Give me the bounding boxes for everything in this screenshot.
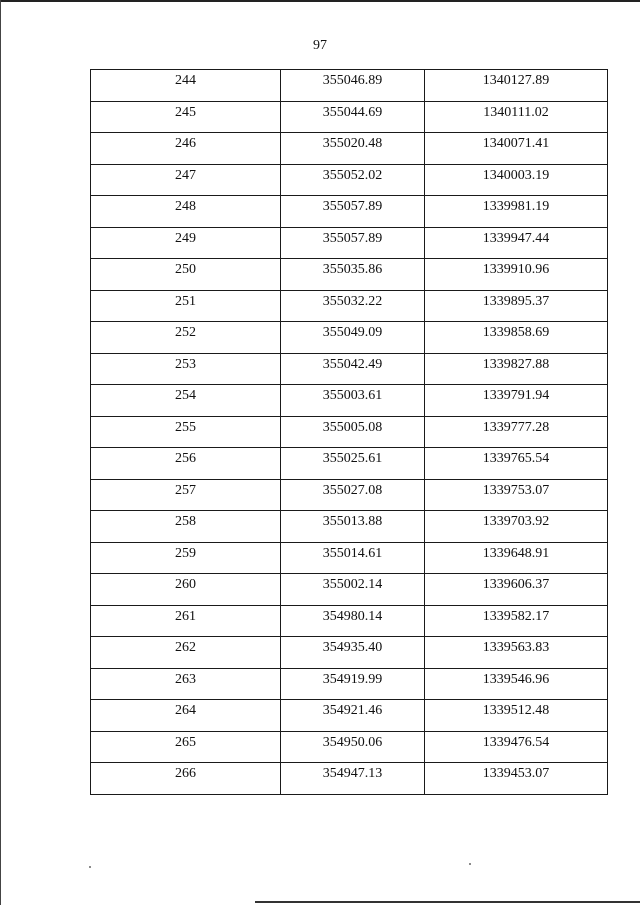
cell-text: 1339947.44 [482, 230, 550, 246]
y-coordinate-cell [425, 322, 608, 354]
point-number-cell [91, 542, 281, 574]
y-coordinate-cell [425, 511, 608, 543]
cell-text: 1339512.48 [482, 703, 550, 719]
point-number-cell [91, 290, 281, 322]
cell-text: 245 [175, 104, 196, 120]
cell-text: 354921.46 [322, 703, 383, 719]
cell-text: 355005.08 [322, 419, 383, 435]
cell-text: 1339827.88 [482, 356, 550, 372]
cell-text: 1339791.94 [482, 388, 550, 404]
y-coordinate-cell [425, 164, 608, 196]
cell-text: 355013.88 [322, 514, 383, 530]
page-top-edge [0, 0, 640, 2]
x-coordinate-cell [281, 605, 425, 637]
y-coordinate-cell [425, 259, 608, 291]
x-coordinate-cell [281, 133, 425, 165]
cell-text: 355027.08 [322, 482, 383, 498]
cell-text: 259 [175, 545, 196, 561]
cell-text: 355042.49 [322, 356, 383, 372]
cell-text: 1339648.91 [482, 545, 550, 561]
point-number-cell [91, 164, 281, 196]
table-row [91, 259, 608, 291]
x-coordinate-cell [281, 101, 425, 133]
cell-text: 354935.40 [322, 640, 383, 656]
table-row [91, 479, 608, 511]
cell-text: 1339858.69 [482, 325, 550, 341]
y-coordinate-cell [425, 385, 608, 417]
cell-text: 254 [175, 388, 196, 404]
point-number-cell [91, 605, 281, 637]
cell-text: 250 [175, 262, 196, 278]
cell-text: 1339606.37 [482, 577, 550, 593]
cell-text: 244 [175, 73, 196, 88]
x-coordinate-cell [281, 196, 425, 228]
y-coordinate-cell [425, 101, 608, 133]
cell-text: 248 [175, 199, 196, 215]
point-number-cell [91, 322, 281, 354]
cell-text: 262 [175, 640, 196, 656]
cell-text: 355014.61 [322, 545, 383, 561]
x-coordinate-cell [281, 448, 425, 480]
scan-speck [469, 863, 471, 865]
cell-text: 256 [175, 451, 196, 467]
table-row [91, 385, 608, 417]
cell-text: 1339895.37 [482, 293, 550, 309]
x-coordinate-cell [281, 416, 425, 448]
table-row [91, 164, 608, 196]
y-coordinate-cell [425, 227, 608, 259]
y-coordinate-cell [425, 574, 608, 606]
table-row [91, 353, 608, 385]
table-row [91, 70, 608, 102]
coordinate-table-body [91, 70, 608, 795]
x-coordinate-cell [281, 668, 425, 700]
x-coordinate-cell [281, 164, 425, 196]
point-number-cell [91, 763, 281, 795]
x-coordinate-cell [281, 511, 425, 543]
table-row [91, 605, 608, 637]
cell-text: 1339753.07 [482, 482, 550, 498]
y-coordinate-cell [425, 668, 608, 700]
cell-text: 1340127.89 [482, 73, 550, 88]
x-coordinate-cell [281, 479, 425, 511]
cell-text: 355057.89 [322, 199, 383, 215]
table-row [91, 700, 608, 732]
x-coordinate-cell [281, 385, 425, 417]
y-coordinate-cell [425, 196, 608, 228]
cell-text: 251 [175, 293, 196, 309]
cell-text: 1339476.54 [482, 734, 550, 750]
point-number-cell [91, 731, 281, 763]
table-row [91, 731, 608, 763]
cell-text: 1339777.28 [482, 419, 550, 435]
x-coordinate-cell [281, 731, 425, 763]
page-number: 97 [313, 38, 327, 53]
cell-text: 263 [175, 671, 196, 687]
cell-text: 1339981.19 [482, 199, 550, 215]
table-row [91, 448, 608, 480]
table-row [91, 574, 608, 606]
cell-text: 266 [175, 766, 196, 782]
point-number-cell [91, 479, 281, 511]
x-coordinate-cell [281, 353, 425, 385]
y-coordinate-cell [425, 448, 608, 480]
page-left-edge [0, 0, 1, 905]
point-number-cell [91, 227, 281, 259]
cell-text: 354980.14 [322, 608, 383, 624]
cell-text: 355002.14 [322, 577, 383, 593]
table-row [91, 196, 608, 228]
point-number-cell [91, 196, 281, 228]
scan-speck [89, 866, 91, 868]
cell-text: 354947.13 [322, 766, 383, 782]
point-number-cell [91, 385, 281, 417]
cell-text: 1339582.17 [482, 608, 550, 624]
y-coordinate-cell [425, 700, 608, 732]
cell-text: 246 [175, 136, 196, 152]
y-coordinate-cell [425, 731, 608, 763]
point-number-cell [91, 416, 281, 448]
cell-text: 264 [175, 703, 196, 719]
point-number-cell [91, 668, 281, 700]
y-coordinate-cell [425, 133, 608, 165]
cell-text: 1340003.19 [482, 167, 550, 183]
cell-text: 261 [175, 608, 196, 624]
x-coordinate-cell [281, 290, 425, 322]
cell-text: 1339563.83 [482, 640, 550, 656]
x-coordinate-cell [281, 322, 425, 354]
table-row [91, 227, 608, 259]
cell-text: 355049.09 [322, 325, 383, 341]
y-coordinate-cell [425, 605, 608, 637]
cell-text: 1340111.02 [483, 104, 549, 120]
x-coordinate-cell [281, 227, 425, 259]
cell-text: 355003.61 [322, 388, 383, 404]
cell-text: 354919.99 [322, 671, 383, 687]
y-coordinate-cell [425, 479, 608, 511]
coordinate-table [90, 69, 608, 795]
point-number-cell [91, 700, 281, 732]
cell-text: 249 [175, 230, 196, 246]
x-coordinate-cell [281, 259, 425, 291]
table-row [91, 133, 608, 165]
table-row [91, 416, 608, 448]
point-number-cell [91, 574, 281, 606]
cell-text: 265 [175, 734, 196, 750]
x-coordinate-cell [281, 763, 425, 795]
cell-text: 247 [175, 167, 196, 183]
cell-text: 355057.89 [322, 230, 383, 246]
table-row [91, 322, 608, 354]
table-row [91, 637, 608, 669]
x-coordinate-cell [281, 542, 425, 574]
table-row [91, 101, 608, 133]
cell-text: 252 [175, 325, 196, 341]
cell-text: 253 [175, 356, 196, 372]
table-row [91, 542, 608, 574]
point-number-cell [91, 448, 281, 480]
cell-text: 1339453.07 [482, 766, 550, 782]
page-bottom-edge [255, 901, 640, 903]
cell-text: 355035.86 [322, 262, 383, 278]
cell-text: 355025.61 [322, 451, 383, 467]
cell-text: 1340071.41 [482, 136, 550, 152]
cell-text: 355044.69 [322, 104, 383, 120]
cell-text: 355052.02 [322, 167, 383, 183]
point-number-cell [91, 70, 281, 102]
y-coordinate-cell [425, 70, 608, 102]
x-coordinate-cell [281, 70, 425, 102]
cell-text: 355020.48 [322, 136, 383, 152]
table-row [91, 763, 608, 795]
x-coordinate-cell [281, 574, 425, 606]
y-coordinate-cell [425, 637, 608, 669]
point-number-cell [91, 133, 281, 165]
table-row [91, 290, 608, 322]
y-coordinate-cell [425, 542, 608, 574]
cell-text: 1339910.96 [482, 262, 550, 278]
y-coordinate-cell [425, 353, 608, 385]
x-coordinate-cell [281, 637, 425, 669]
y-coordinate-cell [425, 416, 608, 448]
point-number-cell [91, 353, 281, 385]
cell-text: 258 [175, 514, 196, 530]
point-number-cell [91, 511, 281, 543]
y-coordinate-cell [425, 290, 608, 322]
y-coordinate-cell [425, 763, 608, 795]
cell-text: 1339703.92 [482, 514, 550, 530]
cell-text: 354950.06 [322, 734, 383, 750]
table-row [91, 511, 608, 543]
cell-text: 1339765.54 [482, 451, 550, 467]
point-number-cell [91, 259, 281, 291]
cell-text: 255 [175, 419, 196, 435]
table-row [91, 668, 608, 700]
cell-text: 257 [175, 482, 196, 498]
point-number-cell [91, 101, 281, 133]
cell-text: 355046.89 [322, 73, 383, 88]
cell-text: 260 [175, 577, 196, 593]
point-number-cell [91, 637, 281, 669]
x-coordinate-cell [281, 700, 425, 732]
cell-text: 355032.22 [322, 293, 383, 309]
cell-text: 1339546.96 [482, 671, 550, 687]
